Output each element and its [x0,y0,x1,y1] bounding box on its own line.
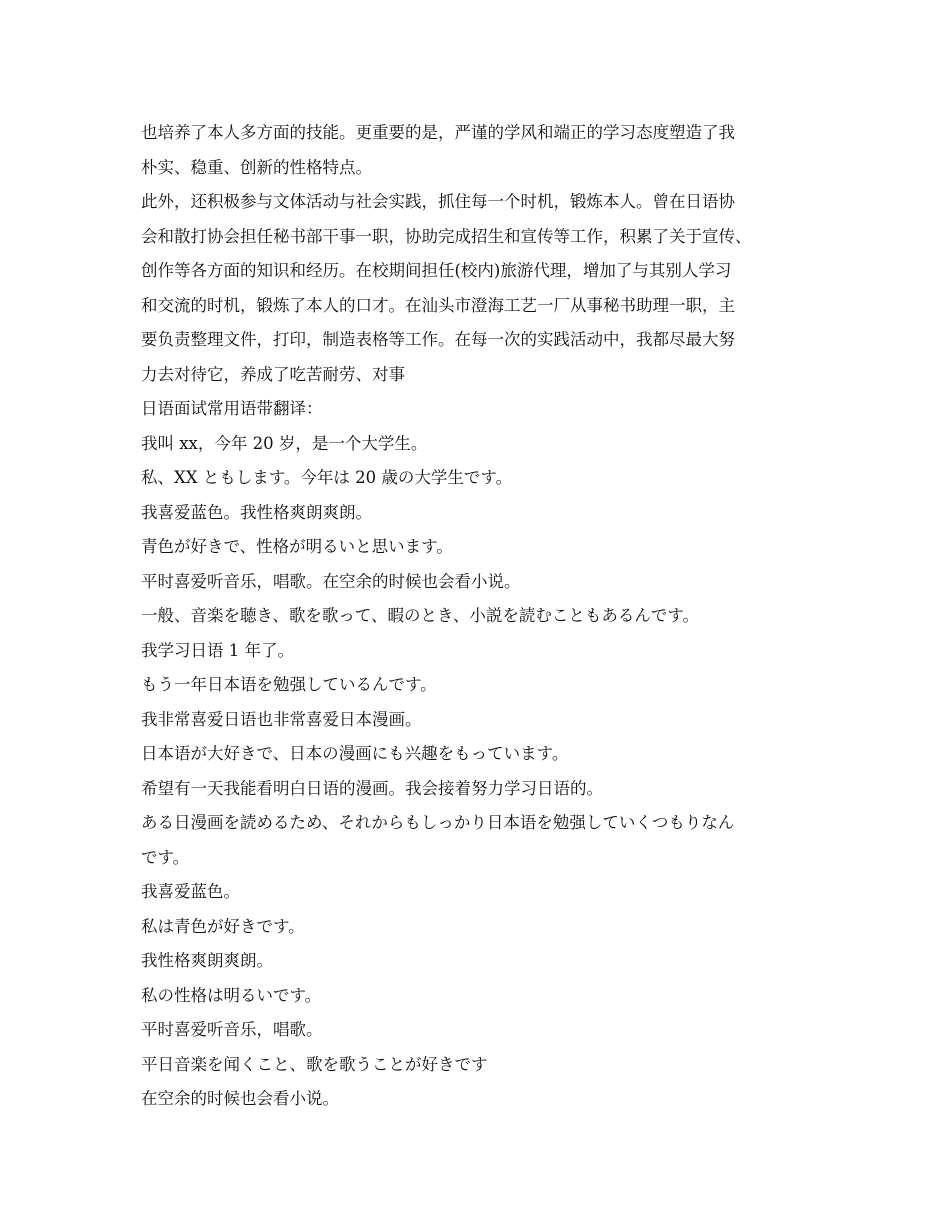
text-line: 力去对待它，养成了吃苦耐劳、对事 [141,364,405,384]
text-line: 此外，还积极参与文体活动与社会实践，抓住每一个时机，锻炼本人。曾在日语协 [141,192,735,211]
text-line: 会和散打协会担任秘书部干事一职，协助完成招生和宣传等工作，积累了关于宣传、 [141,226,752,246]
document-body [141,116,821,1117]
text-line: もう一年日本语を勉强しているんです。 [141,675,437,694]
text-line: 创作等各方面的知识和经历。在校期间担任(校内)旅游代理，增加了与其别人学习 [141,261,732,280]
text-line: 日本语が大好きで、日本の漫画にも兴趣をもっています。 [141,744,569,763]
text-line: 我学习日语 1 年了。 [141,640,294,660]
text-line: 希望有一天我能看明白日语的漫画。我会接着努力学习日语的。 [141,778,603,798]
text-line: 朴实、稳重、创新的性格特点。 [141,157,372,177]
text-line: 我喜爱蓝色。 [141,882,240,901]
text-line: 在空余的时候也会看小说。 [141,1089,339,1108]
text-line: ある日漫画を読めるため、それからもしっかり日本语を勉强していくつもりなん [141,813,735,832]
text-line: 平日音楽を闻くこと、歌を歌うことが好きです [141,1054,488,1074]
text-line: 也培养了本人多方面的技能。更重要的是，严谨的学风和端正的学习态度塑造了我 [141,123,735,142]
text-line: 我叫 xx，今年 20 岁，是一个大学生。 [141,433,428,453]
text-line: 平时喜爱听音乐，唱歌。在空余的时候也会看小说。 [141,571,521,591]
text-line: 一般、音楽を聴き、歌を歌って、暇のとき、小説を読むこともあるんです。 [141,606,700,625]
text-line: 青色が好きで、性格が明るいと思います。 [141,537,453,556]
text-line: 私は青色が好きです。 [141,916,305,936]
text-line: 我性格爽朗爽朗。 [141,951,273,970]
text-line: 我喜爱蓝色。我性格爽朗爽朗。 [141,502,372,522]
text-line: です。 [141,847,190,867]
text-line: 要负责整理文件，打印，制造表格等工作。在每一次的实践活动中，我都尽最大努 [141,330,735,349]
text-line: 平时喜爱听音乐，唱歌。 [141,1020,323,1039]
text-line: 私の性格は明るいです。 [141,985,322,1005]
text-line: 我非常喜爱日语也非常喜爱日本漫画。 [141,709,422,729]
text-line: 私、XX ともします。今年は 20 歳の大学生です。 [141,468,513,487]
text-line: 和交流的时机，锻炼了本人的口才。在汕头市澄海工艺一厂从事秘书助理一职，主 [141,295,735,315]
section-heading: 日语面试常用语带翻译： [141,399,323,418]
